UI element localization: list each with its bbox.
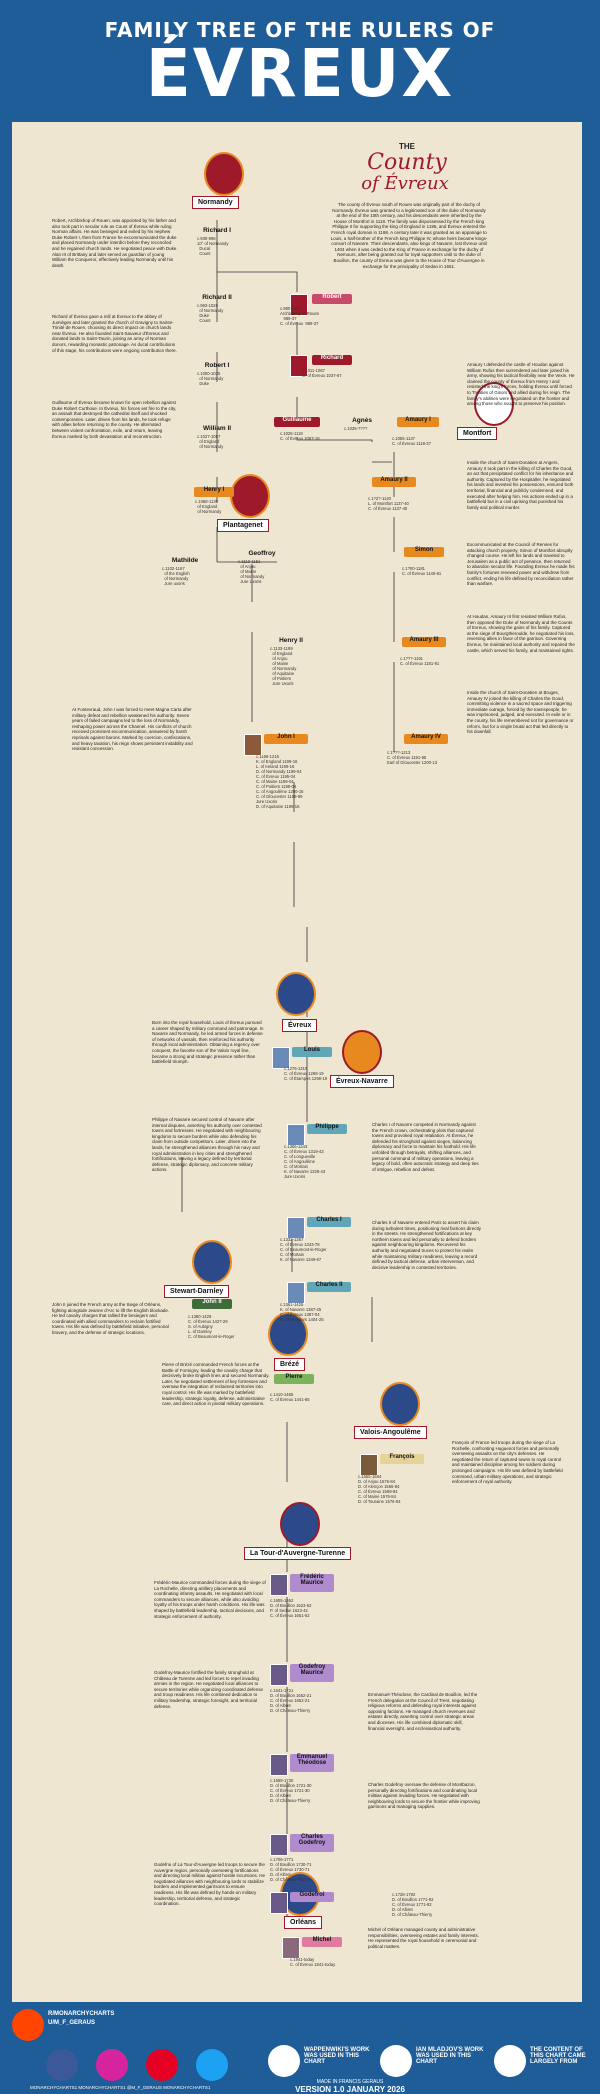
bio-philippe: Philippe of Navarre secured control of Navarre after internal disputes, asserting his authority over contested towns and fortresses. He negotiated with neighbouring kingdoms to secure borders while also defending his claim from outside competitors. Later, driven into the lands, he strengthened alliances through his navy and royal administration in key cities and strengthened fortifications, leaving a legacy defined by territorial defense, strategic diplomacy, and concrete military actions. — [152, 1117, 262, 1173]
portrait-michel — [282, 1937, 300, 1959]
person-michel-meta: c.1941-today C. of Évreux 1941-today — [290, 1957, 336, 1967]
bio-louis: Born into the royal household, Louis of Évreux pursued a career shaped by military command and patronage. In Navarre and Normandy, he led armed forces in defense of networks of vassals, then reinforced his authority through local administration. Obtaining a regency over conquest, the favorite son of the Valois royal line, became a strong and strategic presence rather than battlefield triumph. — [152, 1020, 264, 1065]
house-label-breze: Brézé — [274, 1358, 305, 1371]
bio-robert: Robert, Archbishop of Rouen, was appointed by his father and also took part in secular rule as Count of Évreux while ruling Norman affairs. He was besieged and exiled by his nephew Duke Robert I, then from France he excommunicated the duke and placed Normandy under interdict before they reconciled and he regained church lands. He negotiated peace with Duke Alan III of Brittany and later served as guardian of young William the Conqueror, effectively leading Normandy until his death. — [52, 218, 177, 268]
header — [0, 0, 600, 122]
person-emmanuel-theodose: Emmanuel Théodose — [290, 1754, 334, 1772]
wikipedia-icon — [494, 2045, 526, 2077]
person-henry-ii-meta: c.1133-1189 of England of Anjou of Maine of Normandy of Aquitaine of Poitiers Jure Uxoris — [270, 646, 297, 686]
bio-francois: François of France led troops during the siege of La Rochelle, confronting Huguenot forces and personally overseeing assaults on the city's defenses. He negotiated the return of captured towns to royal control and maintained discipline among his soldiers during prolonged campaigns. His life was defined by battlefield command, urban military operations, and strategic enforcement of royal authority. — [452, 1440, 563, 1485]
person-charles-ii: Charles II — [307, 1282, 351, 1292]
person-charles-i-meta: c.1332-1387 C. of Évreux 1343-78 C. of Beaumont-le-Roger C. of Mortain K. of Navarre 1349-87 — [280, 1237, 327, 1262]
house-label-latour: La Tour-d'Auvergne-Turenne — [244, 1547, 351, 1560]
bio-godefroi: Godefroi of La Tour-d'Auvergne led troops to secure the Auvergne region, personally overseeing fortifications and directing local militias against hostile incursions. He negotiated alliances with neighbouring lords to stabilize borders and implemented garrisons to ensure readiness. His life was defined by hands-on military leadership, territorial defense, and strategic coordination. — [154, 1862, 266, 1907]
bio-guillaume: Guillaume of Évreux became known for open rebellion against Duke Robert Curthose. In Évreux, his forces set fire to the city, an assault that destroyed the cathedral itself and shocked contemporaries. Later, driven from his lands, he took refuge with allies before returning to the county. He alternated between violent confrontation, exile, and return, leaving Évreux marked by both devastation and reconstruction. — [52, 400, 177, 439]
person-john-i-meta: c.1166-1216 K. of England 1199-16 L. of Ireland 1199-16 D. of Normandy 1199-04 C. of Évreux 1195-04 C. of Maine 1199-04 C. of Poitiers 1199-04 C. of Angoulême 1200-16 C. of Gloucester 1189-99 Jure Uxoris D. of Aquitaine 1199-16 — [256, 754, 304, 809]
person-amaury-iii-meta: c.1???-1191 C. of Évreux 1181-91 — [400, 656, 440, 666]
bio-charles-ii: Charles II of Navarre entered Paris to assert his claim during turbulent times, positioning rival factions directly in the streets. He strengthened fortifications at key northern towns and led personally to defend borders against neighbouring kingdoms. Recovered his authority and negotiated truces to protect his realm while maintaining military readiness, leaving a record defined by tactical defense, urban intervention, and decisive leadership in contested territories. — [372, 1220, 482, 1270]
person-pierre: Pierre — [274, 1374, 314, 1384]
reddit-user[interactable]: U/M_F_GERAUS — [48, 2020, 96, 2026]
bio-michel: Michel of Orléans managed county and administrative responsibilities, overseeing estates and family interests. He represented the royal household in ceremonial and political matters. — [368, 1927, 480, 1949]
person-richard: Richard — [312, 355, 352, 365]
bio-frederic-maurice: Frédéric-Maurice commanded forces during the siege of La Rochelle, directing artillery placements and coordinating infantry assaults. He negotiated with local commanders to secure alliances, while also avoiding loyalty of his troops under harsh conditions. His life was shaped by battlefield leadership, tactical decisions, and strategic enforcement of authority. — [154, 1580, 266, 1619]
house-label-valois-angouleme: Valois-Angoulême — [354, 1426, 427, 1439]
person-frederic-maurice: Frédéric Maurice — [290, 1574, 334, 1592]
wappenwiki-credit: WAPPENWIKI'S WORK WAS USED IN THIS CHART — [304, 2047, 370, 2065]
portrait-charles-i — [287, 1217, 305, 1239]
mladjov-credit: IAN MLADJOV'S WORK WAS USED IN THIS CHART — [416, 2047, 484, 2065]
person-louis: Louis — [292, 1047, 332, 1057]
stewart-crest — [192, 1240, 232, 1284]
portrait-frederic-maurice — [270, 1574, 288, 1596]
person-mathilde-meta: c.1102-1167 of the English of Normandy Jure uxoris — [162, 566, 190, 586]
valois-crest — [380, 1382, 420, 1426]
person-guillaume: Guillaume — [274, 417, 320, 427]
person-robert: Robert — [312, 294, 352, 304]
person-godefroy-maurice: Godefroy Maurice — [290, 1664, 334, 1682]
header-line1: FAMILY TREE OF THE RULERS OF — [104, 18, 496, 42]
house-label-orleans: Orléans — [284, 1916, 322, 1929]
bio-emmanuel-theodose: Emmanuel-Théodose, the Cardinal de Bouillon, led the French delegation at the Council of Trent, negotiating religious reforms and defending royal interests against opposing factions. He managed church revenues and estates directly, asserting control over strategic areas and dioceses. His life combined diplomatic skill, financial oversight, and ecclesiastical authority. — [368, 1692, 478, 1731]
bio-amaury-i: Amaury I defended the castle of Houdan against William Rufus then surrendered and later joined his army, showing his tactical flexibility near the Vexin. He claimed the county of Évreux from Henry I and resisted the king's forces, holding Évreux until forced to Treaties of Gisors and allied during his reign. The family's abilities were negotiated on the frontier and among those who sought to preserve his position. — [467, 362, 575, 407]
facebook-icon[interactable] — [46, 2049, 78, 2081]
intro-the: THE — [399, 142, 415, 151]
person-philippe-meta: c.1306-1343 C. of Évreux 1319-43 C. of Longueville C. of Angoulême C. of Mortain K. of Navarre 1328-43 Jure Uxoris — [284, 1144, 326, 1179]
person-amaury-i: Amaury I — [397, 417, 439, 427]
person-john-ii: John II — [192, 1299, 232, 1309]
person-francois-meta: c.1555-1584 D. of Anjou 1576-84 D. of Alençon 1566-84 C. of Évreux 1569-84 C. of Maine 1576-84 D. of Touraine 1576-84 — [358, 1474, 401, 1504]
latour-crest — [280, 1502, 320, 1546]
portrait-john-i — [244, 734, 262, 756]
house-label-montfort: Montfort — [457, 427, 497, 440]
person-guillaume-meta: c.1025-1118 C. of Évreux 1067-18 — [280, 431, 320, 441]
person-henry-i-meta: c.1068-1135 of England of Normandy — [195, 499, 222, 514]
person-richard-ii: Richard II — [202, 294, 232, 301]
person-amaury-iv-meta: c.1???-1213 C. of Évreux 1191-95 Earl of Gloucester 1200-13 — [387, 750, 438, 765]
person-john-i: John I — [264, 734, 308, 744]
house-label-plantagenet: Plantagenet — [217, 519, 269, 532]
person-amaury-i-meta: c.1055-1137 C. of Évreux 1118-37 — [392, 436, 431, 446]
person-henry-i: Henry I — [194, 487, 234, 497]
tree-panel — [12, 122, 582, 2002]
portrait-charles-ii — [287, 1282, 305, 1304]
person-charles-godefroy: Charles Godefroy — [290, 1834, 334, 1852]
bio-charles-godefroy: Charles Godefroy oversaw the defense of Montbazon, personally directing fortifications and coordinating local militias against invading forces. He negotiated with neighbouring lords to secure the frontier while improving garrisons and managing supplies. — [368, 1782, 480, 1810]
person-agnes: Agnès — [352, 417, 372, 424]
portrait-philippe — [287, 1124, 305, 1146]
pinterest-icon[interactable] — [146, 2049, 178, 2081]
person-amaury-iv: Amaury IV — [404, 734, 448, 744]
person-simon-meta: c.1?00-1181 C. of Évreux 1140-81 — [402, 566, 442, 576]
person-william-ii-meta: c.1027-1087 of England of Normandy — [197, 434, 224, 449]
person-richard-meta: c.1011-1067 C. of Évreux 1037-67 — [302, 368, 342, 378]
intro-text: The county of Évreux south of Rouen was originally part of the duchy of Normandy. Évreux was granted to a legitimated son of the duke of Normandy at the end of the 10th century, and his descendants were inherited by the House of Montfort in 1118. The family was dispossessed by the French king Philippe II for supporting the king of England in 1195, and Évreux entered the French royal domain in 1198. A century later it was granted as an appanage to Louis, a half-brother of the French king Philippe IV, whose heirs became kings-consort of Navarre. Their descendants, also kings of Navarre, lost Évreux until 1404 when it was ceded to the King of France in exchange for the duchy of Nemours, after being granted out for loyal supporters until to the duke of Bouillon, the county of Évreux was given to the House of Tour d'Auvergne in exchange for the principality of Sedan in 1651. — [330, 202, 488, 269]
bio-pierre: Pierre of Brézé commanded French forces at the Battle of Formigny, leading the cavalry charge that decisively broke English lines and secured Normandy. Later, he negotiated settlement of key fortresses and oversaw the integration of reclaimed territories into royal control. His life was marked by battlefield leadership, strategic loyalty, defense, administrative care, and direct action in pivotal military operations. — [162, 1362, 270, 1407]
person-amaury-ii-meta: c.1?2?-1140 L. of Montfort 1137-40 C. of Évreux 1137-40 — [368, 496, 409, 511]
wikipedia-credit: THE CONTENT OF THIS CHART CAME LARGELY FROM — [530, 2047, 586, 2065]
person-pierre-meta: c.1410-1465 C. of Évreux 1441-65 — [270, 1392, 310, 1402]
reddit-handle[interactable]: R/MONARCHYCHARTS — [48, 2011, 115, 2017]
person-amaury-ii: Amaury II — [372, 477, 416, 487]
person-frederic-maurice-meta: c.1605-1652 D. of Bouillon 1623-52 P. of Sedan 1623-42 C. of Évreux 1651-52 — [270, 1598, 312, 1618]
person-emmanuel-theodose-meta: c.1668-1730 D. of Bouillon 1721-30 C. of Évreux 1721-30 D. of Albret D. of Château-Thierry — [270, 1778, 312, 1803]
wappenwiki-icon — [268, 2045, 300, 2077]
portrait-charles-godefroy — [270, 1834, 288, 1856]
house-label-evreux: Évreux — [282, 1019, 317, 1032]
normandy-crest — [204, 152, 244, 196]
person-godefroi-meta: c.1728-1792 D. of Bouillon 1771-92 C. of Évreux 1771-92 D. of Albret D. of Château-Thierry — [392, 1892, 434, 1917]
person-geoffroy-meta: c.1113-1151 of Anjou of Maine of Normandy Jure Uxoris — [238, 559, 265, 584]
bio-amaury-iv: Inside the church of Saint-Donatien at Bruges, Amaury IV joined the killing of Charles the Good, committing violence in a sacred space and triggering immediate outrage, forced by the townspeople, he was imprisoned, judged, and executed. In exile or in the county, his life remembered not for governance or reform, but for a single brutal act that led directly to his downfall. — [467, 690, 574, 735]
intro-county: County — [367, 150, 447, 175]
portrait-francois — [360, 1454, 378, 1476]
person-godefroy-maurice-meta: c.1641-1721 D. of Bouillon 1652-21 C. of Évreux 1652-21 D. of Albret D. of Château-Thierry — [270, 1688, 312, 1713]
person-louis-meta: c.1276-1319 C. of Évreux 1298-19 C. of Étampes 1298-19 — [284, 1066, 328, 1081]
person-william-ii: William II — [202, 425, 232, 432]
plantagenet-crest — [230, 474, 270, 518]
evreux-navarre-crest — [342, 1030, 382, 1074]
bio-john-ii: John II joined the French army at the Siege of Orléans, fighting alongside Jeanne d'Arc to lift the English blockade. He led cavalry charges that rallied the besiegers and coordinated with allied commanders to reclaim fortified towns. His life was defined by battlefield initiative, personal bravery, and the defense of strategic locations. — [52, 1302, 170, 1335]
version: VERSION 1.0 JANUARY 2026 — [295, 2085, 405, 2094]
intro-of-evreux: of Évreux — [361, 173, 449, 194]
social-handles: MONARCHYCHARTS1 MONARCHYCHARTS1 @M_F_GERAUS MONARCHYCHARTS1 — [30, 2085, 211, 2090]
person-godefroi: Godefroi — [290, 1892, 334, 1902]
house-label-evreux-navarre: Évreux-Navarre — [330, 1075, 394, 1088]
bio-richard: Richard of Évreux gave a mill at Évreux to the abbey of Jumièges and later granted the church of Gravigny to Sainte-Trinité de Rouen, choosing its direct impact on church lands near Évreux. He also founded Saint-Sauveur d'Évreux and donated lands to Saint-Taurin, joining an array of Norman donors, rewarding monastic patronage. As ducal contributions of this stage, his contributions were ongoing contribution there. — [52, 314, 177, 353]
person-richard-ii-meta: c.963-1026 of Normandy Duke Count — [197, 303, 224, 323]
person-simon: Simon — [404, 547, 444, 557]
person-charles-i: Charles I — [307, 1217, 351, 1227]
person-henry-ii: Henry II — [279, 637, 303, 644]
instagram-icon[interactable] — [96, 2049, 128, 2081]
bio-simon: Excommunicated at the Council of Rennes for attacking church property, Simon of Montfort abruptly changed course. He left his lands and traveled to Jerusalem as a public act of penance, then returned to abandon secular life. Founding Évreux he made his family's fortunes renewed power and withdrew from conflict, ending his life defined by reconciliation rather than warfare. — [467, 542, 575, 587]
person-charles-ii-meta: c.1361-1425 K. of Navarre 1387-25 C. of Évreux 1387-04 D. of Nemours 1404-25 — [280, 1302, 324, 1322]
person-philippe: Philippe — [307, 1124, 347, 1134]
person-robert-meta: c.980-1037 Archbishop of Rouen 989-37 C. of Évreux 989-37 — [280, 306, 320, 326]
person-amaury-iii: Amaury III — [402, 637, 446, 647]
reddit-icon[interactable] — [12, 2009, 44, 2041]
person-charles-godefroy-meta: c.1706-1771 D. of Bouillon 1730-71 C. of Évreux 1730-71 D. of Albret D. of Château-Thierry — [270, 1857, 312, 1882]
bio-charles-i: Charles I of Navarre competed in Normandy against the French crown, orchestrating plots that captured towns and provoked royal retaliation. At Évreux, he defended his stronghold against sieges, balancing diplomacy and force to maintain his foothold. His life unfolded through betrayals, shifting alliances, and personal command of military operations, leaving a legacy of bold, often autocratic strategy and deep ties of intrigue, rebellion and defeat. — [372, 1122, 479, 1172]
made-by: MADE IN FRANCIS GERAUS — [316, 2079, 384, 2085]
bio-godefroy-maurice: Godefroy-Maurice fortified the family stronghold at Château de Turenne and led forces to repel invading armies in the region. He negotiated local alliances to secure territories while organizing coordinated defense and troop readiness. His life combined dedication to military leadership, strategic foresight, and territorial defense. — [154, 1670, 264, 1709]
person-francois: François — [380, 1454, 424, 1464]
bio-amaury-ii: Inside the church of Saint-Donatien at Angers, Amaury II took part in the killing of Charles the Good, an act that precipitated conflict for his inheritance and authority. Captured by the Hospitaller, he negotiated his lands and invested his possessions, ensured both territorial, financial and publicly condemned, and executed after helping him. His actions ended up in a battlefield but in a civil uprising that punished his family and political murder. — [467, 460, 574, 510]
person-michel: Michel — [302, 1937, 342, 1947]
twitter-icon[interactable] — [196, 2049, 228, 2081]
wikimedia-icon — [380, 2045, 412, 2077]
portrait-godefroi — [270, 1892, 288, 1914]
person-richard-i: Richard I — [203, 227, 231, 234]
footer — [0, 2003, 600, 2093]
bio-john-i: At Fontevraud, John I was forced to meet Magna Carta after military defeat and rebellion weakened his authority. Seven years of failed campaigns led to the loss of Normandy, reshaping power across the Channel. His conflicts of church received prominent excommunication, answered by harsh reprisals against barons. Marked by coercion, confiscations, and heavy taxation, his reign shows persistent instability and resistant concession. — [72, 707, 193, 752]
person-robert-i: Robert I — [204, 362, 230, 369]
person-robert-i-meta: c.1000-1035 of Normandy Duke — [197, 371, 224, 386]
person-john-ii-meta: c.1380-1429 C. of Évreux 1427-29 S. of Aubigny L. of Darnley C. of Beaumont-le-Roger — [188, 1314, 235, 1339]
person-richard-i-meta: c.930-996 10° of Normandy Ducal Count — [197, 236, 229, 256]
house-label-stewart-darnley: Stewart-Darnley — [164, 1285, 229, 1298]
bio-amaury-iii: At Houdan, Amaury III first resisted William Rufus, then opposed the Duke of Normandy and the Counts of Evreux, showing the gains of his family. Captured at the siege of Bourgtheroulde, he negotiated his loss, reversing allies in favor of the garrison. Governing Évreux, he maintained local authority and repaired the castle, which served his family, and maintained rights. — [467, 614, 575, 653]
person-agnes-meta: c.1035-???? — [344, 426, 368, 431]
person-mathilde: Mathilde — [171, 557, 199, 564]
portrait-emmanuel-theodose — [270, 1754, 288, 1776]
header-title: ÉVREUX — [145, 35, 455, 112]
evreux-crest — [276, 972, 316, 1016]
person-geoffroy: Geoffroy — [248, 550, 276, 557]
house-label-normandy: Normandy — [192, 196, 239, 209]
portrait-godefroy-maurice — [270, 1664, 288, 1686]
